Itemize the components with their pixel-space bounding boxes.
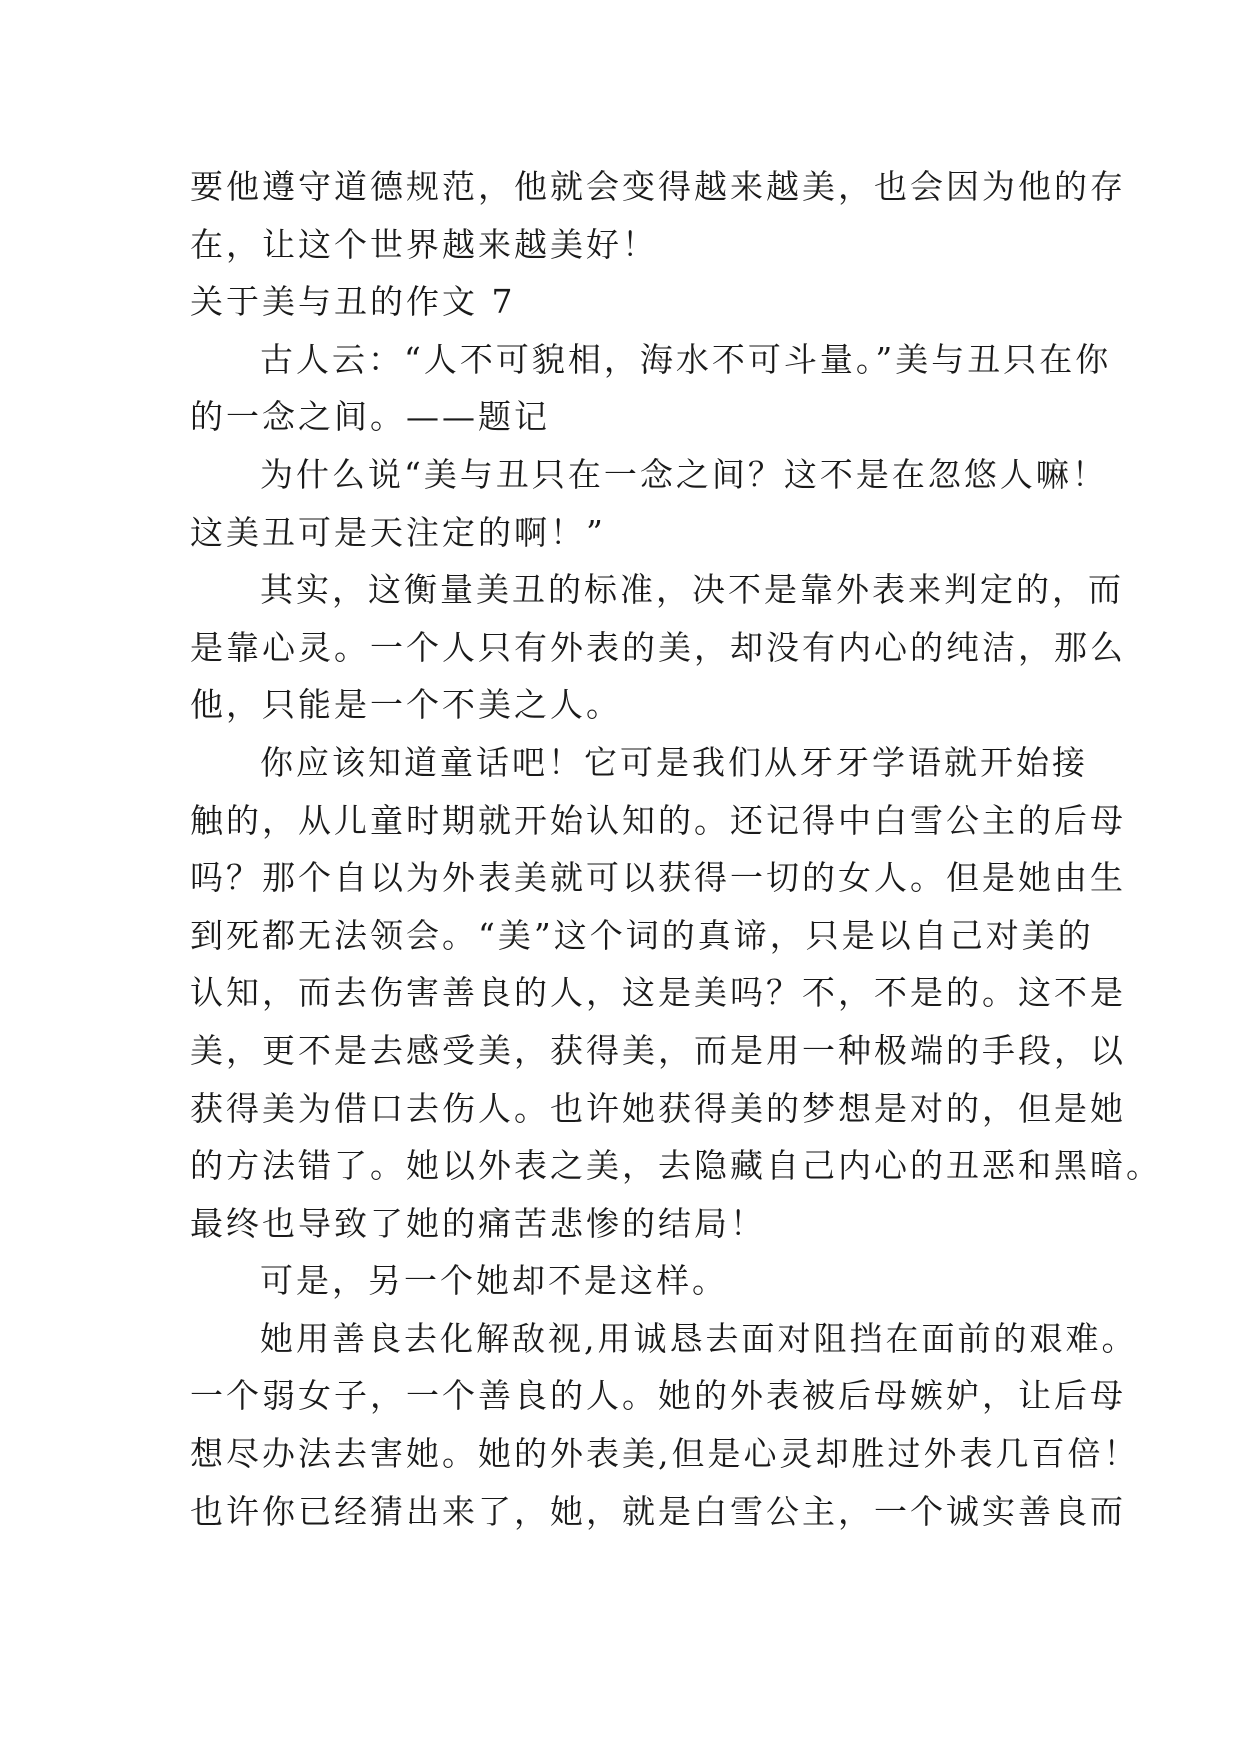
text-line: 想尽办法去害她。她的外表美,但是心灵却胜过外表几百倍！: [190, 1434, 1140, 1474]
text-line: 可是，另一个她却不是这样。: [260, 1261, 728, 1301]
text-line: 获得美为借口去伤人。也许她获得美的梦想是对的，但是她: [190, 1088, 1126, 1128]
text-line: 一个弱女子，一个善良的人。她的外表被后母嫉妒，让后母: [190, 1376, 1126, 1416]
text-line: 最终也导致了她的痛苦悲惨的结局！: [190, 1203, 766, 1243]
text-line: 是靠心灵。一个人只有外表的美，却没有内心的纯洁，那么: [190, 627, 1126, 667]
text-line: 吗？那个自以为外表美就可以获得一切的女人。但是她由生: [190, 858, 1126, 898]
text-line: 触的，从儿童时期就开始认知的。还记得中白雪公主的后母: [190, 800, 1126, 840]
text-line: 其实，这衡量美丑的标准，决不是靠外表来判定的，而: [260, 570, 1124, 610]
text-line: 到死都无法领会。“美”这个词的真谛，只是以自己对美的: [190, 915, 1094, 955]
text-line: 在，让这个世界越来越美好！: [190, 224, 658, 264]
text-line: 认知，而去伤害善良的人，这是美吗？不，不是的。这不是: [190, 973, 1126, 1013]
text-line: 美，更不是去感受美，获得美，而是用一种极端的手段，以: [190, 1030, 1126, 1070]
text-line: 要他遵守道德规范，他就会变得越来越美，也会因为他的存: [190, 167, 1126, 206]
essay-text-block: [190, 158, 1162, 1540]
text-line: 他，只能是一个不美之人。: [190, 685, 622, 725]
text-line: 她用善良去化解敌视,用诚恳去面对阻挡在面前的艰难。: [260, 1318, 1138, 1358]
text-line: 你应该知道童话吧！它可是我们从牙牙学语就开始接: [260, 742, 1088, 782]
text-line: 古人云：“人不可貌相，海水不可斗量。”美与丑只在你: [260, 339, 1112, 379]
text-line: 的方法错了。她以外表之美，去隐藏自己内心的丑恶和黑暗。: [190, 1146, 1162, 1186]
text-line: 这美丑可是天注定的啊！”: [190, 512, 606, 552]
text-line: 的一念之间。——题记: [190, 397, 550, 437]
essay-heading: 关于美与丑的作文 7: [190, 282, 516, 322]
text-line: 为什么说“美与丑只在一念之间？这不是在忽悠人嘛！: [260, 454, 1108, 494]
text-line: 也许你已经猜出来了，她，就是白雪公主，一个诚实善良而: [190, 1491, 1126, 1531]
